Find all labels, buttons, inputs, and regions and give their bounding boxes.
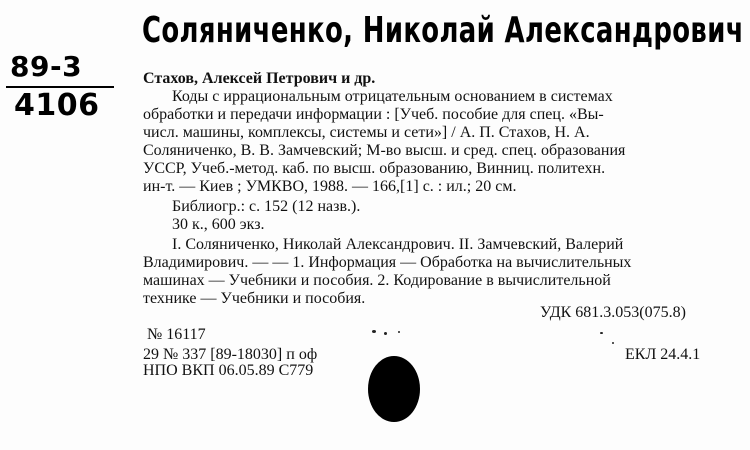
ink-speck: [384, 332, 387, 335]
ink-speck: [398, 331, 400, 333]
ink-blot: [368, 356, 420, 422]
record-heading-line: технике — Учебники и пособия.: [143, 290, 366, 307]
record-order-line: 29 № 337 [89-18030] п оф: [143, 346, 318, 363]
record-body-line: ин-т. — Киев ; УМКВО, 1988. — 166,[1] с. : ил.; 20 см.: [143, 178, 517, 195]
record-heading-line: Владимирович. — — 1. Информация — Обработка на вычислительных: [143, 254, 632, 271]
ink-speck: [372, 330, 376, 333]
handwritten-author-name: Соляниченко, Николай Александрович: [142, 10, 744, 51]
record-body-line: числ. машины, комплексы, системы и сети»] / А. П. Стахов, Н. А.: [143, 124, 590, 141]
handwritten-inventory-number: 4106: [14, 88, 100, 123]
record-price: 30 к., 600 экз.: [172, 216, 265, 233]
handwritten-shelf-mark: [10, 50, 82, 83]
record-body-line: Соляниченко, В. В. Замчевский; М-во высш. и сред. спец. образования: [143, 142, 626, 159]
record-heading-line: машинах — Учебники и пособия. 2. Кодирование в вычислительной: [143, 272, 611, 289]
record-heading-line: I. Соляниченко, Николай Александрович. II. Замчевский, Валерий: [172, 236, 624, 253]
record-body-line: УССР, Учеб.-метод. каб. по высш. образованию, Винниц. политехн.: [143, 160, 606, 177]
record-body-line: Коды с иррациональным отрицательным основанием в системах: [172, 88, 613, 105]
record-ekl: ЕКЛ 24.4.1: [625, 346, 701, 363]
record-bibliography: Библиогр.: с. 152 (12 назв.).: [172, 198, 361, 215]
record-udk: УДК 681.3.053(075.8): [540, 304, 686, 321]
record-number: № 16117: [147, 326, 206, 343]
record-author: Стахов, Алексей Петрович и др.: [143, 70, 376, 87]
ink-speck: [600, 332, 603, 334]
record-npo: НПО ВКП 06.05.89 С779: [143, 362, 314, 379]
shelf-mark-text: 89-3: [10, 50, 83, 83]
record-body-line: обработки и передачи информации : [Учеб. пособие для спец. «Вы-: [143, 106, 604, 123]
ink-speck: [612, 342, 614, 344]
